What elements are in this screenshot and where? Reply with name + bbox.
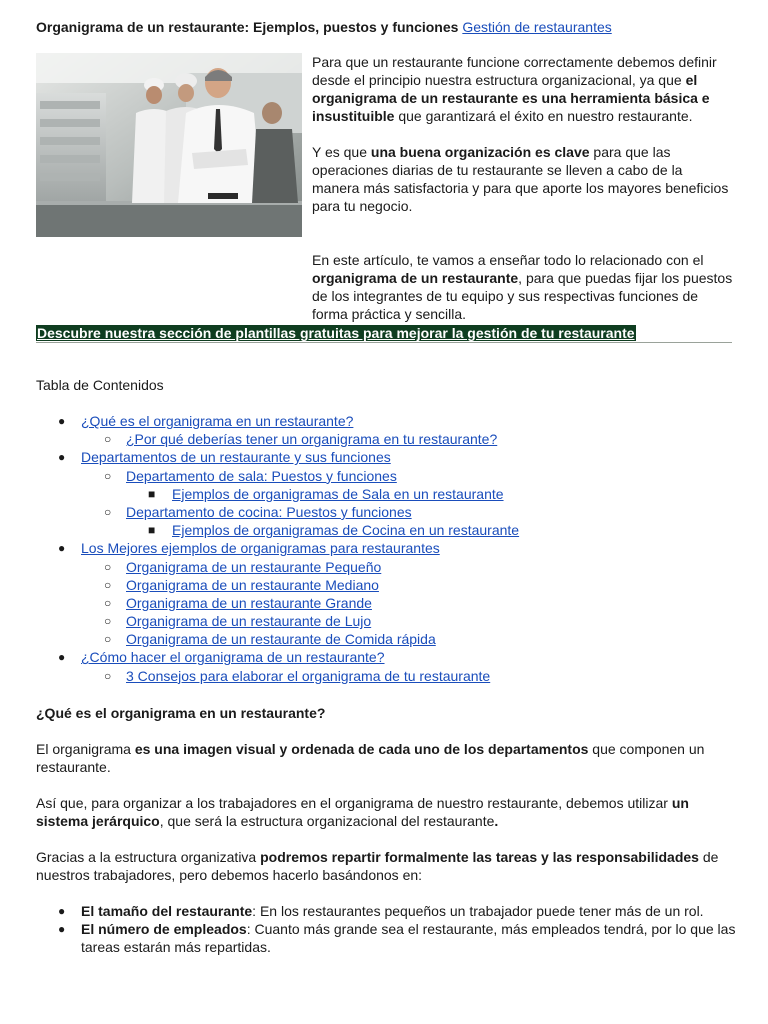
toc-link[interactable]: Ejemplos de organigramas de Cocina en un restaurante [172,522,520,539]
circle-bullet-icon: ○ [104,668,112,683]
toc-link[interactable]: ¿Qué es el organigrama en un restaurante? [81,413,354,429]
circle-bullet-icon: ○ [104,504,112,519]
bullet-icon: ● [58,904,66,918]
toc-link[interactable]: Organigrama de un restaurante Pequeño [126,558,382,575]
toc-link[interactable]: ¿Por qué deberías tener un organigrama en tu restaurante? [126,431,498,448]
toc-link[interactable]: Ejemplos de organigramas de Sala en un restaurante [172,485,504,502]
toc-link[interactable]: Departamento de cocina: Puestos y funciones [126,503,412,520]
intro-paragraph-1: Para que un restaurante funcione correctamente debemos definir desde el principio nuestra estructura organizacional, ya que el organigrama de un restaurante es una herramienta básica e insustituible que garantizará el éxito en nuestro restaurante. [312,54,717,124]
toc-link[interactable]: Organigrama de un restaurante de Lujo [126,613,372,630]
bullet-icon: ● [58,922,66,936]
intro-text [312,53,732,233]
article-title: Organigrama de un restaurante: Ejemplos, puestos y funciones [36,19,459,35]
intro-paragraph-3: En este artículo, te vamos a enseñar todo lo relacionado con el organigrama de un restaurante, para que puedas fijar los puestos de los integrantes de tu equipo y sus respectivas funciones de forma práctica y sencilla. [312,252,733,322]
toc-item [36,630,736,648]
article-header [36,18,736,36]
section-heading: ¿Qué es el organigrama en un restaurante? [36,705,326,721]
bullet-icon: ● [58,541,66,556]
toc-link[interactable]: ¿Cómo hacer el organigrama de un restaurante? [81,649,385,666]
toc-item [36,558,736,576]
circle-bullet-icon: ○ [104,559,112,574]
circle-bullet-icon: ○ [104,614,112,629]
circle-bullet-icon: ○ [104,468,112,483]
list-item: ● El número de empleados: Cuanto más grande sea el restaurante, más empleados tendrá, por lo que las tareas estarán más repartidas. [58,921,736,955]
hero-photo [36,53,302,237]
chef-team-photo [36,53,302,237]
section-paragraph-1: El organigrama es una imagen visual y ordenada de cada uno de los departamentos que componen un restaurante. [36,741,705,775]
toc-item [36,648,736,666]
section-paragraph-3: Gracias a la estructura organizativa podremos repartir formalmente las tareas y las responsabilidades de nuestros trabajadores, pero debemos hacerlo basándonos en: [36,849,719,883]
circle-bullet-icon: ○ [104,577,112,592]
toc-item [36,667,736,685]
toc-link[interactable]: Los Mejores ejemplos de organigramas para restaurantes [81,540,440,557]
toc-item [36,467,736,485]
circle-bullet-icon: ○ [104,595,112,610]
toc-item [36,503,736,521]
templates-banner [36,324,732,343]
square-bullet-icon: ■ [148,523,156,538]
toc-link[interactable]: Organigrama de un restaurante Mediano [126,576,379,593]
toc-item [36,539,736,557]
templates-banner-link[interactable]: Descubre nuestra sección de plantillas gratuitas para mejorar la gestión de tu restaurante [37,325,635,341]
toc-link[interactable]: 3 Consejos para elaborar el organigrama de tu restaurante [126,667,491,684]
criteria-list [36,902,736,956]
toc-link[interactable]: Organigrama de un restaurante de Comida rápida [126,631,436,648]
toc-item [36,612,736,630]
square-bullet-icon: ■ [148,486,156,501]
list-item: ● El tamaño del restaurante: En los restaurantes pequeños un trabajador puede tener más de un rol. [58,903,704,919]
toc-item [36,594,736,612]
intro-paragraph-2: Y es que una buena organización es clave para que las operaciones diarias de tu restaurante se lleven a cabo de la manera más satisfactoria y para que aporte los mayores beneficios para tu negocio. [312,144,729,214]
toc-item [36,448,736,466]
bullet-icon: ● [58,414,66,428]
bullet-icon: ● [58,450,66,465]
toc-item [36,412,736,430]
toc-title: Tabla de Contenidos [36,377,164,393]
toc-item [36,485,736,503]
toc-item [36,521,736,539]
bullet-icon: ● [58,650,66,665]
circle-bullet-icon: ○ [104,432,112,447]
toc-link[interactable]: Departamento de sala: Puestos y funciones [126,467,397,484]
circle-bullet-icon: ○ [104,632,112,647]
toc-link[interactable]: Organigrama de un restaurante Grande [126,594,372,611]
toc-item [36,576,736,594]
toc-item [36,430,736,448]
category-link[interactable]: Gestión de restaurantes [462,19,612,35]
toc-link[interactable]: Departamentos de un restaurante y sus funciones [81,449,391,466]
section-paragraph-2: Así que, para organizar a los trabajadores en el organigrama de nuestro restaurante, debemos utilizar un sistema jerárquico, que será la estructura organizacional del restaurante. [36,795,689,829]
table-of-contents [36,412,736,685]
